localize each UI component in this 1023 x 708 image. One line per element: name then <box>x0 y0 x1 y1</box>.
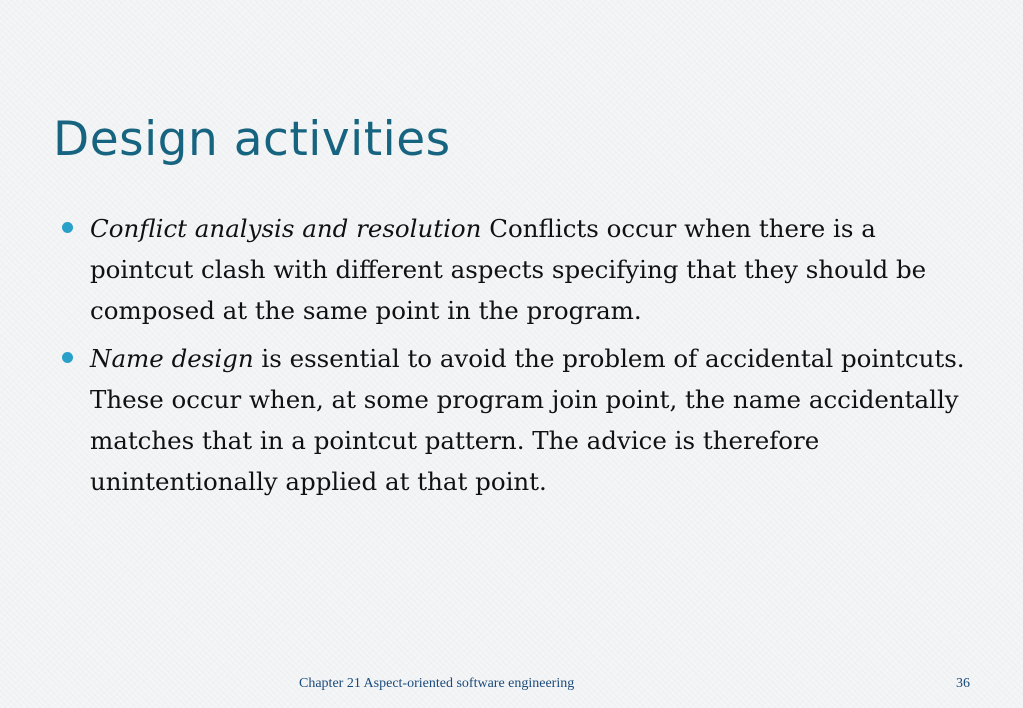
bullet-list <box>62 208 974 509</box>
bullet-item-name-design <box>62 338 974 502</box>
bullet-text: is essential to avoid the problem of accidental pointcuts. These occur when, at some program join point, the name accidentally matches that in a pointcut pattern. The advice is therefore unintentionally applied at that point. <box>90 344 965 496</box>
bullet-item-conflict-analysis <box>62 208 974 331</box>
bullet-emphasis: Conflict analysis and resolution <box>90 214 482 243</box>
footer <box>0 674 1023 698</box>
bullet-dot-icon <box>62 352 73 363</box>
bullet-dot-icon <box>62 222 73 233</box>
bullet-emphasis: Name design <box>90 344 254 373</box>
slide-title: Design activities <box>53 112 451 167</box>
footer-chapter-text: Chapter 21 Aspect-oriented software engineering <box>299 676 575 691</box>
page-number: 36 <box>956 676 970 691</box>
bullet-text: Conflicts occur when there is a pointcut clash with different aspects specifying that they should be composed at the same point in the program. <box>90 214 927 325</box>
